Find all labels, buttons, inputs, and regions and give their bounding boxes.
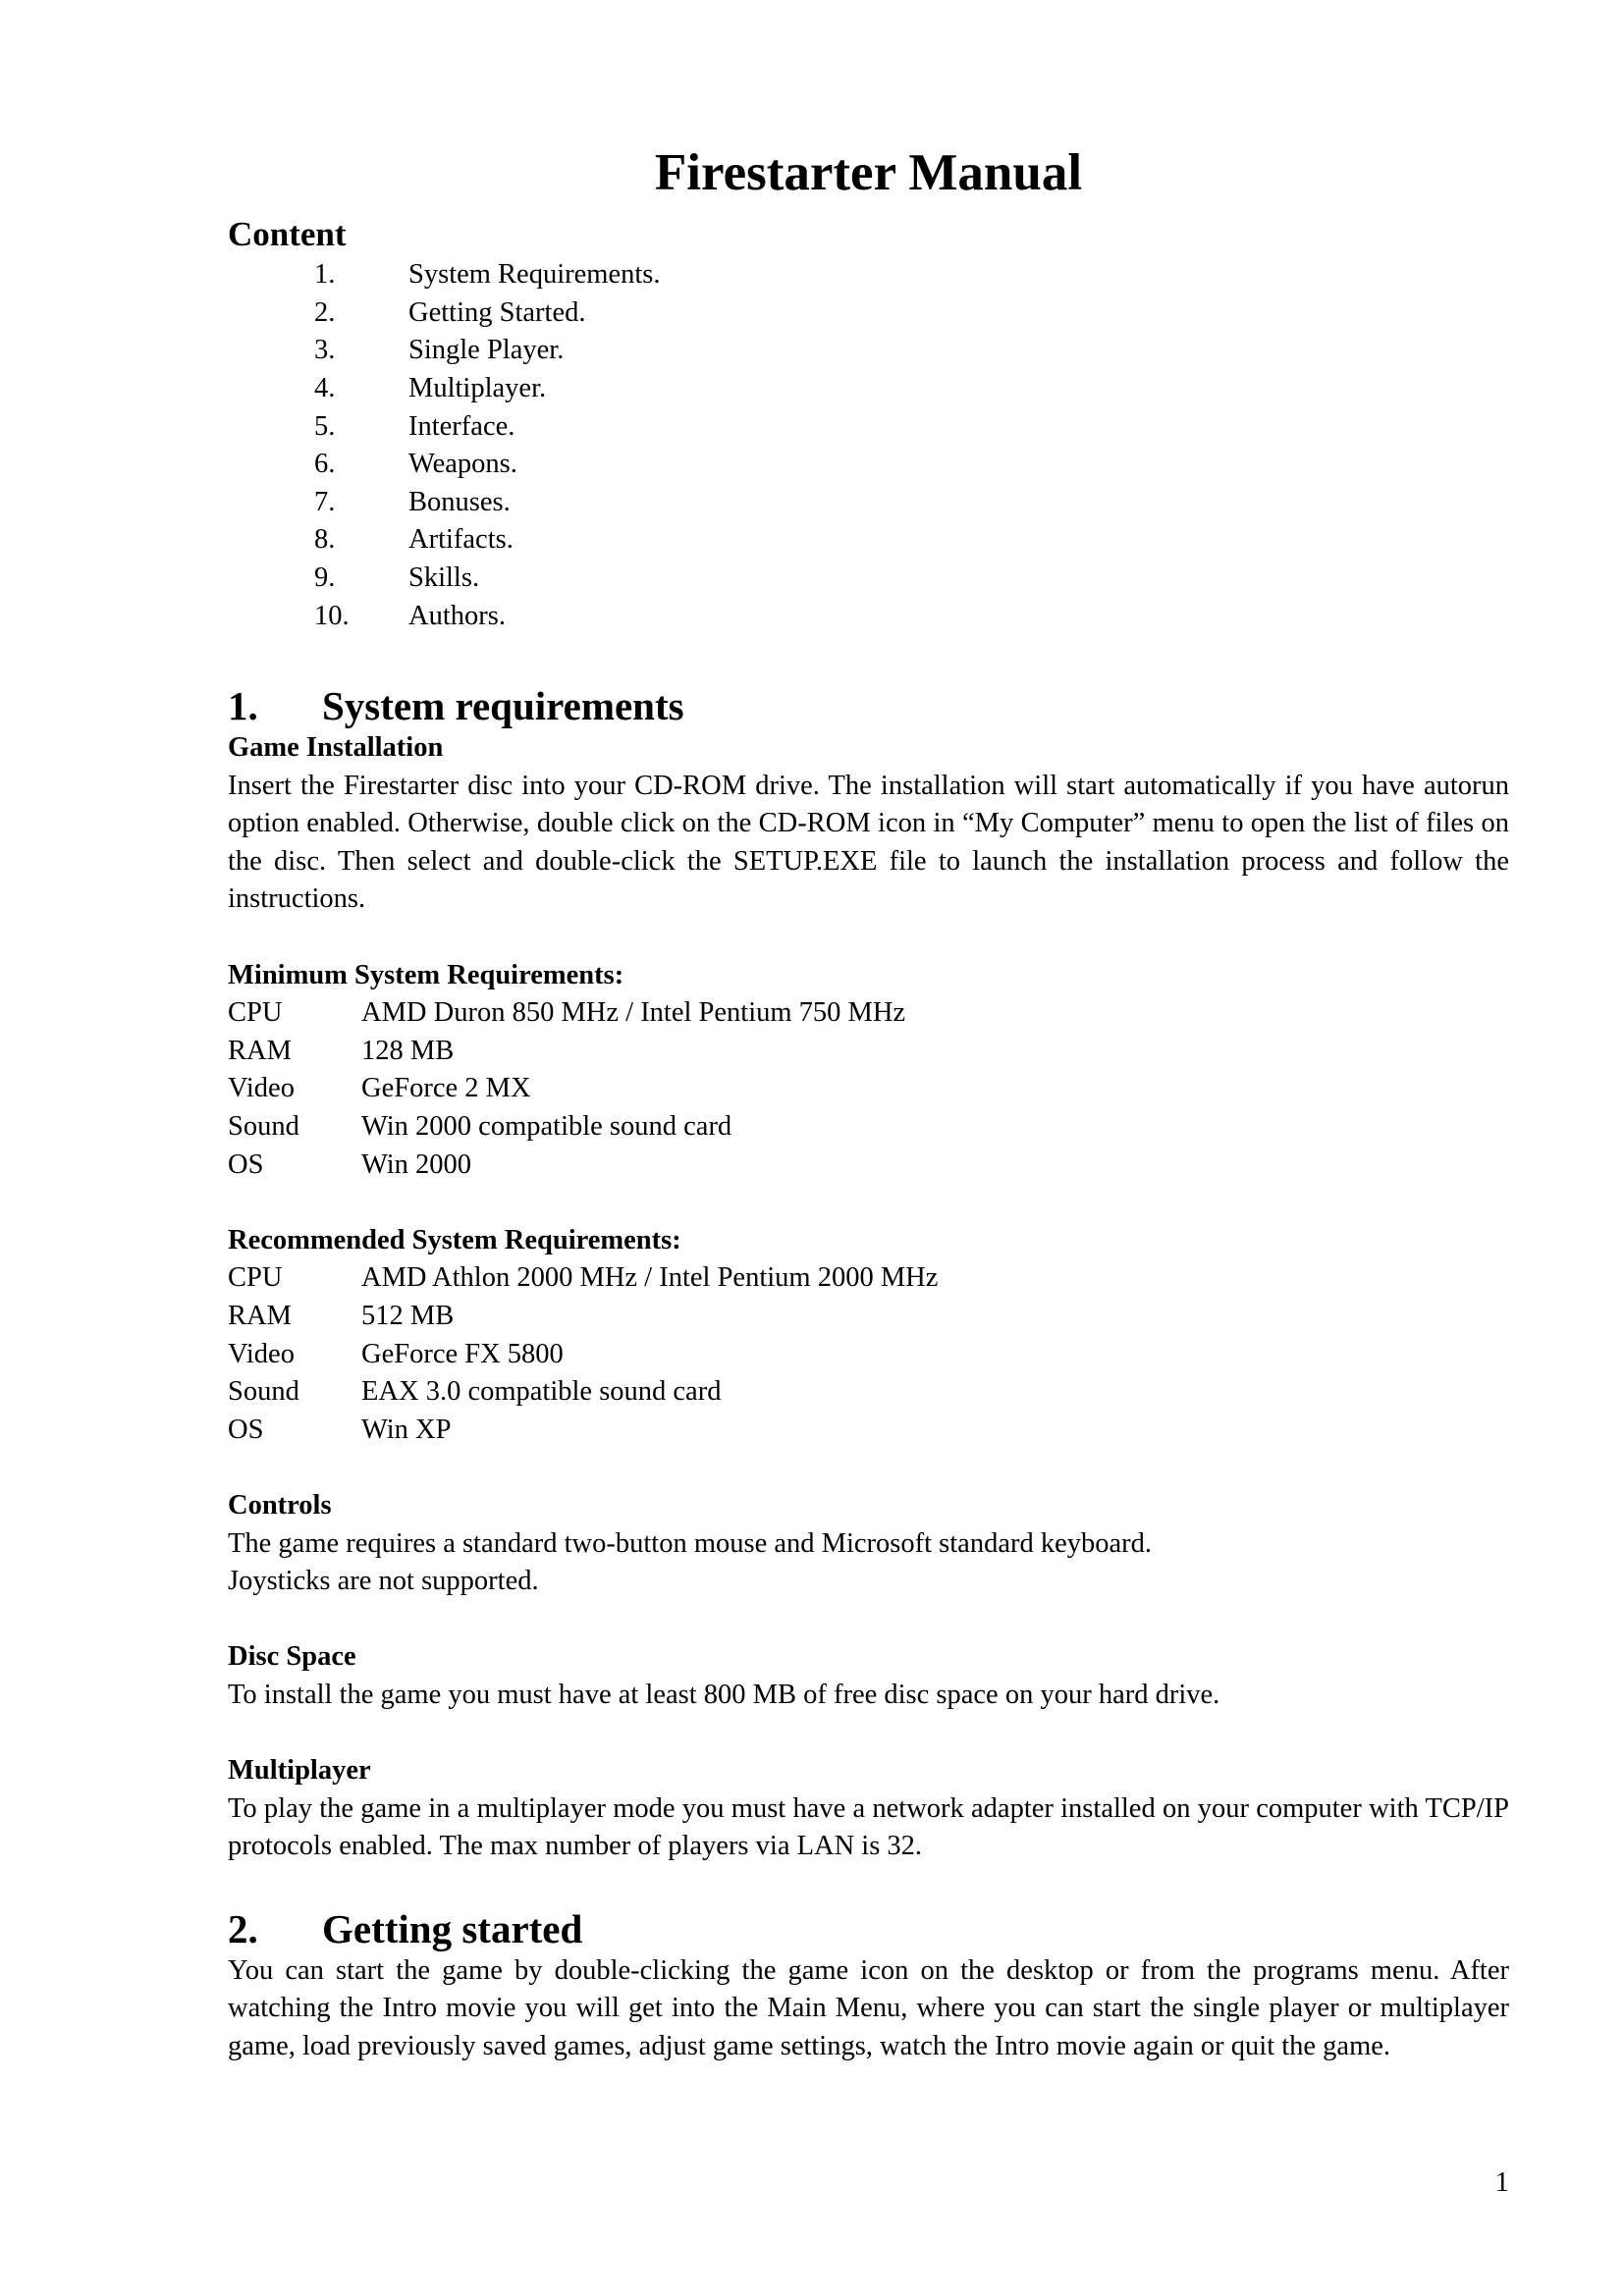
spec-label: Video: [228, 1338, 295, 1369]
paragraph-game-installation: Insert the Firestarter disc into your CD-ROM drive. The installation will start automatically if you have autorun option enabled. Otherwise, double click on the CD-ROM icon in “My Computer” menu to open the list of files on the disc. Then select and double-click the SETUP.EXE file to launch the installation process and follow the instructions.: [228, 770, 1509, 915]
subheading-controls: Controls: [228, 1489, 332, 1521]
spec-value: Win 2000: [361, 1148, 472, 1180]
toc-item-number: 5.: [314, 410, 336, 442]
toc-item[interactable]: [314, 408, 1509, 447]
paragraph-disc-space: To install the game you must have at least 800 MB of free disc space on your hard drive.: [228, 1679, 1220, 1710]
toc-item[interactable]: [314, 560, 1509, 598]
content-heading: Content: [228, 215, 347, 253]
toc-item[interactable]: [314, 370, 1509, 408]
toc-item-number: 3.: [314, 335, 336, 366]
paragraph-controls-line-2: Joysticks are not supported.: [228, 1566, 539, 1597]
paragraph-getting-started: You can start the game by double-clicking the game icon on the desktop or from the programs menu. After watching the Intro movie you will get into the Main Menu, where you can start the single player or multiplayer game, load previously saved games, adjust game settings, watch the Intro movie again or quit the game.: [228, 1954, 1509, 2061]
toc-item-label: Multiplayer.: [408, 372, 547, 403]
table-of-contents: [228, 253, 1509, 635]
spacer: [228, 1714, 1509, 1752]
toc-item-label: Weapons.: [408, 449, 517, 480]
toc-item[interactable]: [314, 521, 1509, 560]
page-title: Firestarter Manual: [654, 144, 1083, 201]
toc-item-label: Interface.: [408, 410, 515, 442]
spacer: [228, 919, 1509, 957]
spec-label: OS: [228, 1148, 264, 1180]
spec-value: 512 MB: [361, 1300, 455, 1331]
toc-item[interactable]: [314, 294, 1509, 333]
section-heading-2: [228, 1866, 1509, 1952]
table-row: [228, 1336, 938, 1374]
spec-label: Sound: [228, 1376, 299, 1408]
toc-item[interactable]: [314, 484, 1509, 522]
toc-item[interactable]: [314, 446, 1509, 484]
spec-value: Win 2000 compatible sound card: [361, 1110, 732, 1142]
spec-label: Sound: [228, 1110, 299, 1142]
spacer: [228, 1184, 1509, 1222]
toc-item-number: 7.: [314, 486, 336, 517]
toc-item-label: System Requirements.: [408, 259, 661, 291]
toc-item[interactable]: [314, 598, 1509, 636]
recommended-requirements-table: [228, 1259, 938, 1449]
table-row: [228, 1033, 905, 1071]
table-row: [228, 1259, 938, 1298]
spec-value: GeForce FX 5800: [361, 1338, 564, 1369]
subheading-recommended-requirements: Recommended System Requirements:: [228, 1224, 681, 1255]
toc-item-number: 9.: [314, 561, 336, 593]
spec-label: Video: [228, 1073, 295, 1104]
page-number: 1: [1494, 2167, 1509, 2198]
spec-label: CPU: [228, 997, 283, 1029]
toc-item-number: 2.: [314, 296, 336, 328]
spec-value: EAX 3.0 compatible sound card: [361, 1376, 722, 1408]
section-title: Getting started: [322, 1905, 583, 1951]
section-title: System requirements: [322, 683, 684, 729]
toc-item-number: 8.: [314, 524, 336, 556]
subheading-multiplayer: Multiplayer: [228, 1755, 371, 1787]
page-content-area: [228, 0, 1509, 2066]
table-row: [228, 1070, 905, 1108]
subheading-minimum-requirements: Minimum System Requirements:: [228, 959, 624, 990]
table-row: [228, 1298, 938, 1336]
toc-item[interactable]: [314, 256, 1509, 294]
toc-item-label: Bonuses.: [408, 486, 511, 517]
section-number: 2.: [228, 1905, 258, 1951]
toc-item-label: Single Player.: [408, 335, 565, 366]
table-row: [228, 1373, 938, 1412]
minimum-requirements-table: [228, 994, 905, 1184]
paragraph-controls-line-1: The game requires a standard two-button mouse and Microsoft standard keyboard.: [228, 1527, 1153, 1559]
spec-value: AMD Duron 850 MHz / Intel Pentium 750 MHz: [361, 997, 906, 1029]
table-row: [228, 994, 905, 1033]
spec-label: OS: [228, 1414, 264, 1445]
toc-item-label: Skills.: [408, 561, 480, 593]
toc-item-number: 10.: [314, 600, 350, 631]
paragraph-multiplayer: To play the game in a multiplayer mode you must have a network adapter installed on your computer with TCP/IP protocols enabled. The max number of players via LAN is 32.: [228, 1792, 1509, 1862]
toc-item-number: 6.: [314, 449, 336, 480]
spec-value: Win XP: [361, 1414, 452, 1445]
section-number: 1.: [228, 683, 258, 729]
toc-item-number: 1.: [314, 259, 336, 291]
table-row: [228, 1412, 938, 1450]
toc-item[interactable]: [314, 332, 1509, 370]
table-row: [228, 1108, 905, 1147]
spec-value: AMD Athlon 2000 MHz / Intel Pentium 2000 MHz: [361, 1262, 939, 1294]
spacer: [228, 1449, 1509, 1487]
spec-value: GeForce 2 MX: [361, 1073, 531, 1104]
table-row: [228, 1147, 905, 1185]
spec-label: RAM: [228, 1300, 292, 1331]
toc-item-label: Getting Started.: [408, 296, 586, 328]
subheading-game-installation: Game Installation: [228, 732, 444, 764]
section-heading-1: [228, 635, 1509, 729]
spacer: [228, 1601, 1509, 1639]
toc-item-label: Authors.: [408, 600, 506, 631]
toc-item-label: Artifacts.: [408, 524, 514, 556]
spec-value: 128 MB: [361, 1035, 455, 1066]
subheading-disc-space: Disc Space: [228, 1641, 356, 1673]
spec-label: CPU: [228, 1262, 283, 1294]
spec-label: RAM: [228, 1035, 292, 1066]
toc-item-number: 4.: [314, 372, 336, 403]
